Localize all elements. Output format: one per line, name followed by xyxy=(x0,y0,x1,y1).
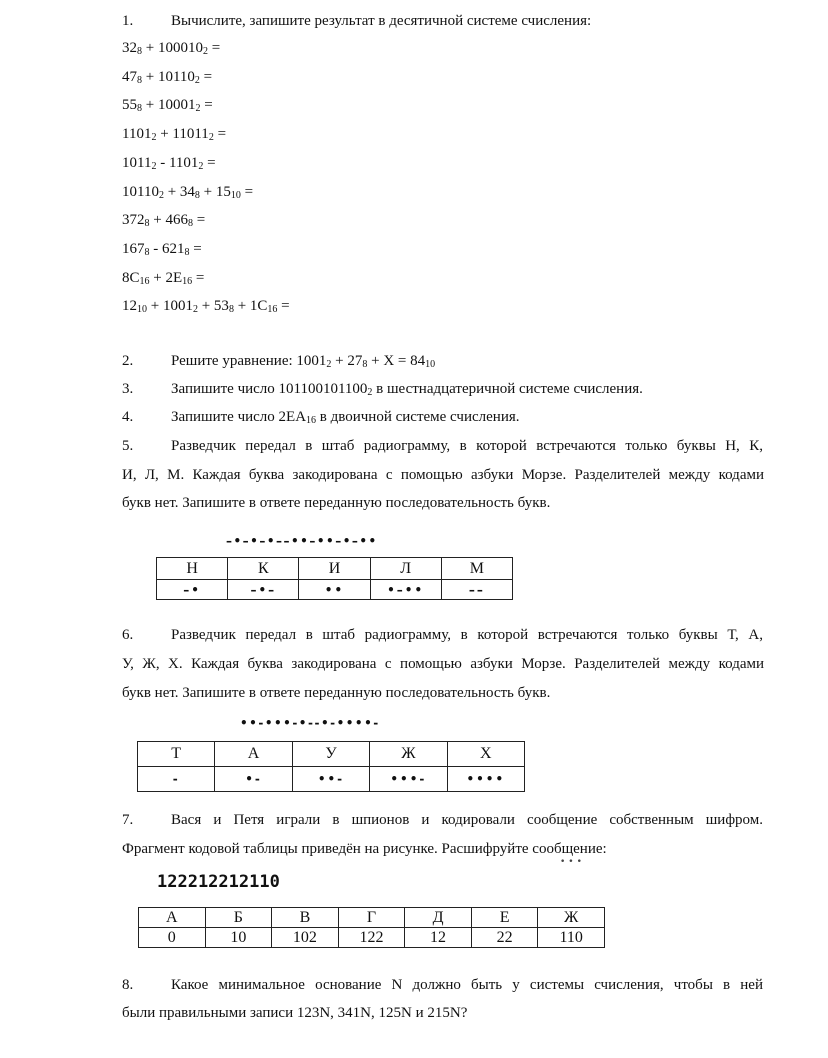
task-2-text: Решите уравнение: $1001_2 + 27_8 + X = 84_{10}$ xyxy=(171,353,436,370)
task-1-expression xyxy=(122,68,212,86)
expression-term: = xyxy=(200,97,213,114)
task-4-number: 4. xyxy=(122,409,134,425)
code-header-cell: Д xyxy=(405,908,472,928)
expression-term: = xyxy=(213,126,227,143)
code-value-cell: 0 xyxy=(139,928,206,948)
radix-subscript: 16 xyxy=(267,304,278,316)
radix-subscript: 2 xyxy=(198,160,204,172)
expression-term: + 466 xyxy=(149,212,188,229)
expression-term: = xyxy=(199,68,213,85)
radix-subscript: 10 xyxy=(137,304,147,316)
expression-term: + 53 xyxy=(197,298,229,315)
radix-subscript: 2 xyxy=(202,46,208,57)
morse-code-cell: –• xyxy=(157,580,228,600)
task-1-expression xyxy=(122,211,205,229)
expression-term: = xyxy=(207,40,221,56)
task-1-expression xyxy=(122,297,290,315)
expression-term: 8C xyxy=(122,269,140,286)
morse-header-cell: У xyxy=(292,742,369,767)
task-1-expression xyxy=(122,39,220,57)
morse-code-cell: ••- xyxy=(292,767,369,792)
code-header-cell: В xyxy=(272,908,339,928)
radix-subscript: 16 xyxy=(139,275,150,287)
morse-code-cell: •- xyxy=(215,767,292,792)
morse-header-cell: Л xyxy=(370,558,441,580)
code-value-cell: 110 xyxy=(538,928,605,948)
radix-subscript: 2 xyxy=(194,74,200,86)
radix-subscript: 8 xyxy=(137,46,142,57)
task-5-number: 5. xyxy=(122,438,134,454)
task-5-line-2: И, Л, М. Каждая буква закодирована с помощью азбуки Морзе. Разделителей между кодами xyxy=(122,467,764,483)
task-8-number: 8. xyxy=(122,977,134,993)
task-5-morse-table xyxy=(156,557,513,600)
morse-code-cell: –•– xyxy=(228,580,299,600)
radix-subscript: 8 xyxy=(228,304,234,316)
expression-term: 1101 xyxy=(122,126,152,143)
task-6-line-1: Разведчик передал в штаб радиограмму, в которой встречаются только буквы Т, А, xyxy=(171,627,763,643)
expression-term: + 34 xyxy=(163,183,195,200)
code-value-cell: 12 xyxy=(405,928,472,948)
expression-term: 10110 xyxy=(122,183,159,200)
radix-subscript: 2 xyxy=(151,132,157,144)
expression-term: 1011 xyxy=(122,154,152,171)
expression-term: + 1C xyxy=(233,298,268,315)
decorative-dots: ••• xyxy=(560,857,585,867)
task-8-line-1: Какое минимальное основание N должно быть у системы счисления, чтобы в ней xyxy=(171,977,763,993)
task-8-line-2: были правильными записи 123N, 341N, 125N и 215N? xyxy=(122,1005,468,1021)
radix-subscript: 2 xyxy=(151,160,157,172)
radix-subscript: 16 xyxy=(182,275,193,287)
expression-term: 167 xyxy=(122,240,145,257)
expression-term: + 2E xyxy=(149,269,183,286)
task-6-morse-message: ••-•••-•--•-••••- xyxy=(240,716,380,730)
task-7-line-2: Фрагмент кодовой таблицы приведён на рисунке. Расшифруйте сообщение: xyxy=(122,841,607,857)
task-1-number: 1. xyxy=(122,13,134,29)
radix-subscript: 2 xyxy=(192,304,198,316)
task-6-morse-table xyxy=(137,741,525,792)
expression-term: - 1101 xyxy=(156,154,199,171)
morse-header-cell: Ж xyxy=(370,742,447,767)
expression-term: 32 xyxy=(122,40,137,56)
radix-subscript: 8 xyxy=(184,246,190,258)
code-value-cell: 122 xyxy=(338,928,405,948)
task-6-number: 6. xyxy=(122,627,134,643)
task-6-line-2: У, Ж, Х. Каждая буква закодирована с помощью азбуки Морзе. Разделителей между кодами xyxy=(122,656,764,672)
morse-code-cell: •••- xyxy=(370,767,447,792)
expression-term: 47 xyxy=(122,68,137,85)
task-5-line-3: букв нет. Запишите в ответе переданную последовательность букв. xyxy=(122,495,551,511)
task-3-text: Запишите число $101100101100_2$ в шестнадцатеричной системе счисления. xyxy=(171,381,643,398)
expression-term: + 100010 xyxy=(142,40,203,56)
expression-term: = xyxy=(192,212,206,229)
code-value-cell: 22 xyxy=(471,928,538,948)
task-5-line-1: Разведчик передал в штаб радиограмму, в которой встречаются только буквы Н, К, xyxy=(171,438,763,454)
morse-code-cell: - xyxy=(138,767,215,792)
task-7-number: 7. xyxy=(122,812,134,828)
task-7-cipher-message: 122212212110 xyxy=(157,872,280,892)
morse-header-cell: Н xyxy=(157,558,228,580)
task-4-text: Запишите число $2EA_{16}$ в двоичной системе счисления. xyxy=(171,409,520,426)
radix-subscript: 8 xyxy=(137,74,142,86)
task-2-number: 2. xyxy=(122,353,134,369)
expression-term: 12 xyxy=(122,298,137,315)
morse-header-cell: К xyxy=(228,558,299,580)
morse-code-cell: –– xyxy=(441,580,512,600)
radix-subscript: 8 xyxy=(144,246,150,258)
expression-term: + 10110 xyxy=(142,68,195,85)
code-header-cell: А xyxy=(139,908,206,928)
expression-term: = xyxy=(240,183,254,200)
radix-subscript: 8 xyxy=(137,103,142,115)
code-header-cell: Г xyxy=(338,908,405,928)
morse-header-cell: И xyxy=(299,558,370,580)
expression-term: + 11011 xyxy=(156,126,209,143)
expression-term: = xyxy=(277,298,290,315)
task-1-expression xyxy=(122,96,213,114)
task-5-morse-message: –•–•–•––••–••–•–•• xyxy=(226,534,378,548)
radix-subscript: 8 xyxy=(187,218,193,230)
task-6-line-3: букв нет. Запишите в ответе переданную последовательность букв. xyxy=(122,685,551,701)
radix-subscript: 8 xyxy=(194,189,200,201)
expression-term: + 1001 xyxy=(147,298,193,315)
expression-term: = xyxy=(189,240,202,257)
morse-code-cell: •••• xyxy=(447,767,524,792)
morse-header-cell: Х xyxy=(447,742,524,767)
expression-term: = xyxy=(203,154,216,171)
expression-term: 372 xyxy=(122,212,145,229)
expression-term: - 621 xyxy=(149,240,185,257)
radix-subscript: 8 xyxy=(144,218,150,230)
radix-subscript: 2 xyxy=(195,103,201,115)
expression-term: + 10001 xyxy=(142,97,196,114)
radix-subscript: 10 xyxy=(230,189,241,201)
task-7-code-table xyxy=(138,907,605,948)
code-value-cell: 102 xyxy=(272,928,339,948)
code-header-cell: Е xyxy=(471,908,538,928)
task-1-expression xyxy=(122,183,253,201)
task-3-number: 3. xyxy=(122,381,134,397)
radix-subscript: 2 xyxy=(158,189,164,201)
morse-header-cell: М xyxy=(441,558,512,580)
morse-header-cell: Т xyxy=(138,742,215,767)
task-7-line-1: Вася и Петя играли в шпионов и кодировали сообщение собственным шифром. xyxy=(171,812,763,828)
task-1-expression xyxy=(122,125,226,143)
task-1-expression xyxy=(122,269,204,287)
task-1-expression xyxy=(122,154,216,172)
code-value-cell: 10 xyxy=(205,928,272,948)
morse-header-cell: А xyxy=(215,742,292,767)
code-header-cell: Б xyxy=(205,908,272,928)
morse-code-cell: •• xyxy=(299,580,370,600)
expression-term: = xyxy=(192,269,205,286)
expression-term: 55 xyxy=(122,97,137,114)
expression-term: + 15 xyxy=(199,183,231,200)
morse-code-cell: •–•• xyxy=(370,580,441,600)
task-1-text: Вычислите, запишите результат в десятичной системе счисления: xyxy=(171,13,592,29)
task-1-expression xyxy=(122,240,202,258)
radix-subscript: 2 xyxy=(208,132,214,144)
code-header-cell: Ж xyxy=(538,908,605,928)
